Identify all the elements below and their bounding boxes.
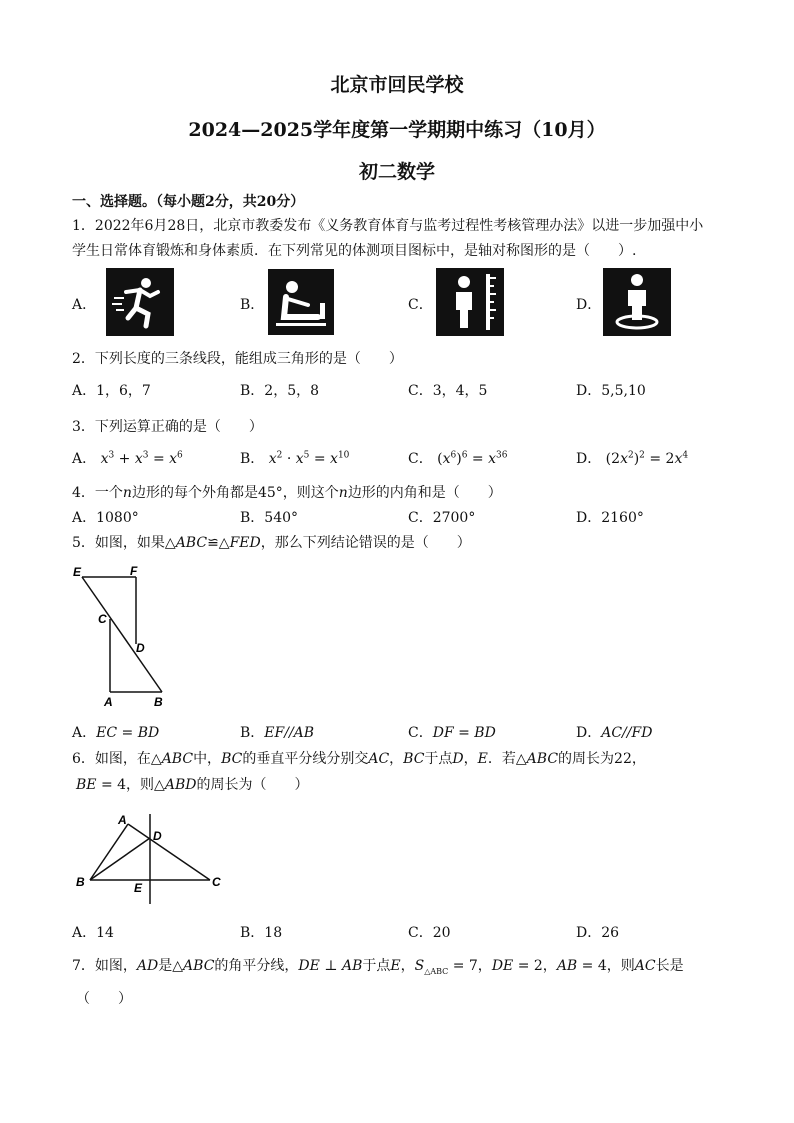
sitting-reach-figure-icon (268, 269, 334, 335)
q7-line1: 7．如图，AD是△ABC的角平分线，DE ⊥ AB于点E，$S_{\triangle ABC} = 7$，DE = 2，AB = 4，则AC长是 (72, 958, 684, 976)
q5-stem: 5．如图，如果△ABC≌△FED，那么下列结论错误的是（ ） (72, 535, 471, 551)
q1-label-c: C． (408, 297, 433, 313)
q5-option-c: C．DF = BD (408, 725, 496, 741)
q2-option-a: A．1，6，7 (72, 383, 151, 399)
q2-option-d: D．5,5,10 (576, 383, 646, 399)
q7-line2: （ ） (76, 991, 132, 1007)
q3-option-c: C． $(x^6)^6 = x^{36}$ (408, 450, 508, 467)
q6-option-a: A．14 (72, 925, 114, 941)
q3-option-b: B． $x^2 \cdot x^5 = x^{10}$ (240, 450, 350, 467)
q3-option-d: D． $(2x^2)^2 = 2x^4$ (576, 450, 689, 467)
segment-eb (82, 577, 162, 692)
q6-option-b: B．18 (240, 925, 283, 941)
q2-option-b: B．2，5，8 (240, 383, 320, 399)
q3-option-a: A． $x^3 + x^3 = x^6$ (72, 450, 183, 467)
label-c: C (98, 612, 107, 626)
q6-option-c: C．20 (408, 925, 451, 941)
q2-stem: 2．下列长度的三条线段，能组成三角形的是（ ） (72, 351, 403, 367)
q5-option-a: A．EC = BD (72, 725, 160, 741)
exam-title: 2024—2025学年度第一学期期中练习（10月） (188, 119, 606, 141)
q4-option-c: C．2700° (408, 510, 476, 526)
q1-label-d: D． (576, 297, 602, 313)
label-f: F (130, 564, 138, 578)
q6-option-d: D．26 (576, 925, 620, 941)
q6-figure (70, 808, 230, 908)
height-measure-figure-icon (436, 268, 504, 336)
segment-ac (128, 824, 210, 880)
subject-title: 初二数学 (358, 161, 435, 183)
label-a: A (104, 695, 113, 709)
q1-label-a: A． (72, 297, 97, 313)
label-c: C (212, 875, 221, 889)
label-e: E (73, 565, 82, 579)
q4-stem: 4．一个n边形的每个外角都是45°，则这个n边形的内角和是（ ） (72, 485, 502, 501)
q1-line1: 1．2022年6月28日，北京市教委发布《义务教育体育与监考过程性考核管理办法》以进一步加强中小 (72, 218, 704, 234)
q6-line2: BE = 4，则△ABD的周长为（ ） (76, 777, 309, 793)
q1-label-b: B． (240, 297, 265, 313)
segment-bd (90, 838, 150, 880)
q5-figure (68, 562, 178, 710)
q4-option-b: B．540° (240, 510, 299, 526)
label-d: D (153, 829, 162, 843)
school-title: 北京市回民学校 (330, 74, 464, 96)
q1-line2: 学生日常体育锻炼和身体素质．在下列常见的体测项目图标中，是轴对称图形的是（ ）. (72, 243, 637, 259)
label-d: D (136, 641, 145, 655)
q5-option-b: B．EF//AB (240, 725, 315, 741)
label-a: A (118, 813, 127, 827)
q4-option-d: D．2160° (576, 510, 644, 526)
q4-option-a: A．1080° (72, 510, 139, 526)
segment-ab (90, 824, 128, 880)
label-b: B (154, 695, 163, 709)
label-b: B (76, 875, 85, 889)
section-heading: 一、选择题。（每小题2分，共20分） (72, 194, 305, 210)
label-e: E (134, 881, 143, 895)
q2-option-c: C．3，4，5 (408, 383, 488, 399)
running-figure-icon (106, 268, 174, 336)
q5-option-d: D．AC//FD (576, 725, 653, 741)
standing-jump-figure-icon (603, 268, 671, 336)
q6-line1: 6．如图，在△ABC中，BC的垂直平分线分别交AC，BC于点D，E．若△ABC的周长为22， (72, 751, 646, 767)
q3-stem: 3．下列运算正确的是（ ） (72, 419, 263, 435)
